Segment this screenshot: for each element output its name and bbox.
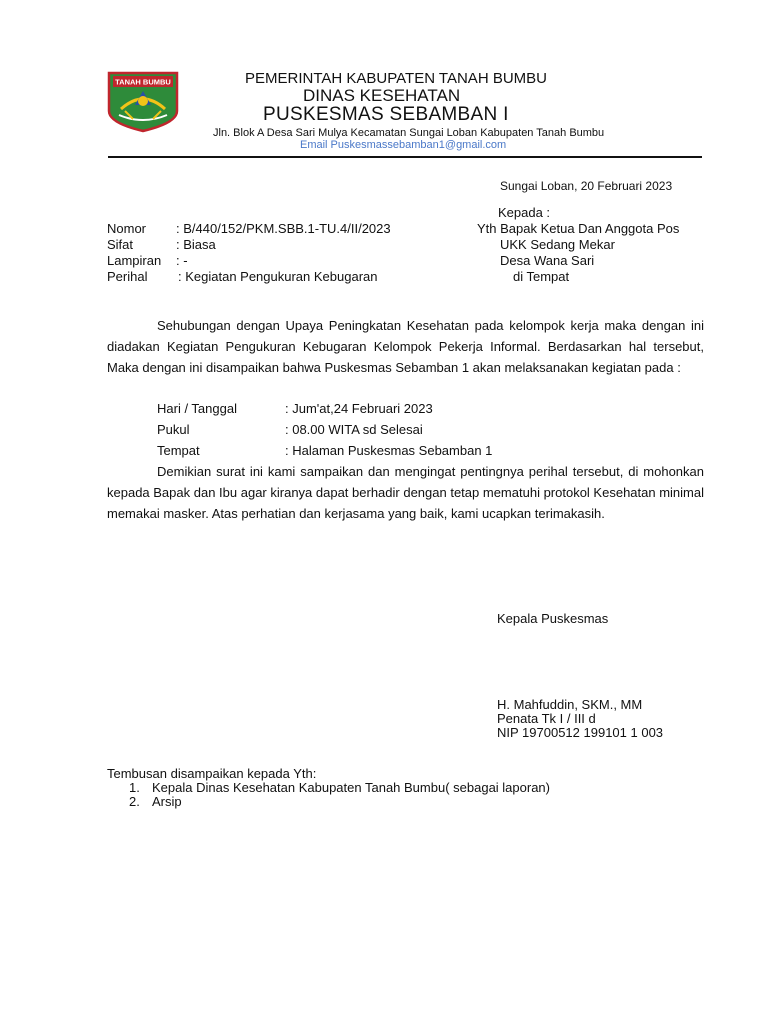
- signature-title: Kepala Puskesmas: [497, 611, 609, 626]
- perihal-label: Perihal: [107, 269, 148, 284]
- cc-item-text: Kepala Dinas Kesehatan Kabupaten Tanah Bumbu( sebagai laporan): [152, 780, 550, 795]
- body-paragraph-2: [107, 461, 704, 524]
- signature-rank: Penata Tk I / III d: [497, 711, 596, 726]
- nomor-value: : B/440/152/PKM.SBB.1-TU.4/II/2023: [176, 221, 391, 236]
- pukul-label: Pukul: [157, 422, 190, 437]
- lampiran-value: : -: [176, 253, 188, 268]
- address-line: Jln. Blok A Desa Sari Mulya Kecamatan Sungai Loban Kabupaten Tanah Bumbu: [213, 127, 605, 139]
- perihal-value: : Kegiatan Pengukuran Kebugaran: [178, 269, 378, 284]
- cc-item-text: Arsip: [152, 794, 182, 809]
- puskesmas-name: PUSKESMAS SEBAMBAN I: [263, 104, 509, 125]
- body-paragraph-1: [107, 315, 704, 378]
- recipient-kepada: Kepada :: [498, 205, 551, 220]
- recipient-line-3: Desa Wana Sari: [500, 253, 595, 268]
- hari-label: Hari / Tanggal: [157, 401, 237, 416]
- tempat-label: Tempat: [157, 443, 200, 458]
- body-paragraph-1-text: Sehubungan dengan Upaya Peningkatan Kesehatan pada kelompok kerja maka dengan ini diadakan Kegiatan Pengukuran Kebugaran Kelompok Pekerja Informal. Berdasarkan hal tersebut, Maka dengan ini disampaikan bahwa Puskesmas Sebamban 1 akan melaksanakan kegiatan pada :: [107, 318, 704, 375]
- cc-item-number: 1.: [129, 780, 140, 795]
- signature-nip: NIP 19700512 199101 1 003: [497, 725, 664, 740]
- hari-value: : Jum'at,24 Februari 2023: [285, 401, 433, 416]
- sifat-label: Sifat: [107, 237, 134, 252]
- email-line: Email Puskesmassebamban1@gmail.com: [300, 139, 507, 151]
- body-paragraph-2-text: Demikian surat ini kami sampaikan dan mengingat pentingnya perihal tersebut, di mohonkan kepada Bapak dan Ibu agar kiranya dapat berhadir dengan tetap mematuhi protokol Kesehatan minimal memakai masker. Atas perhatian dan kerjasama yang baik, kami ucapkan terimakasih.: [107, 464, 704, 521]
- department-name: DINAS KESEHATAN: [303, 86, 461, 105]
- sifat-value: : Biasa: [176, 237, 216, 252]
- lampiran-label: Lampiran: [107, 253, 162, 268]
- signature-name: H. Mahfuddin, SKM., MM: [497, 697, 643, 712]
- recipient-line-4: di Tempat: [513, 269, 570, 284]
- nomor-label: Nomor: [107, 221, 147, 236]
- logo-text: TANAH BUMBU: [115, 77, 171, 87]
- tempat-value: : Halaman Puskesmas Sebamban 1: [285, 443, 493, 458]
- cc-item-number: 2.: [129, 794, 140, 809]
- government-name: PEMERINTAH KABUPATEN TANAH BUMBU: [245, 70, 547, 87]
- cc-heading: Tembusan disampaikan kepada Yth:: [107, 766, 317, 781]
- pukul-value: : 08.00 WITA sd Selesai: [285, 422, 423, 437]
- letterhead-divider: [108, 156, 702, 158]
- letter-date: Sungai Loban, 20 Februari 2023: [500, 179, 673, 193]
- recipient-line-2: UKK Sedang Mekar: [500, 237, 615, 252]
- recipient-line-1: Yth Bapak Ketua Dan Anggota Pos: [477, 221, 680, 236]
